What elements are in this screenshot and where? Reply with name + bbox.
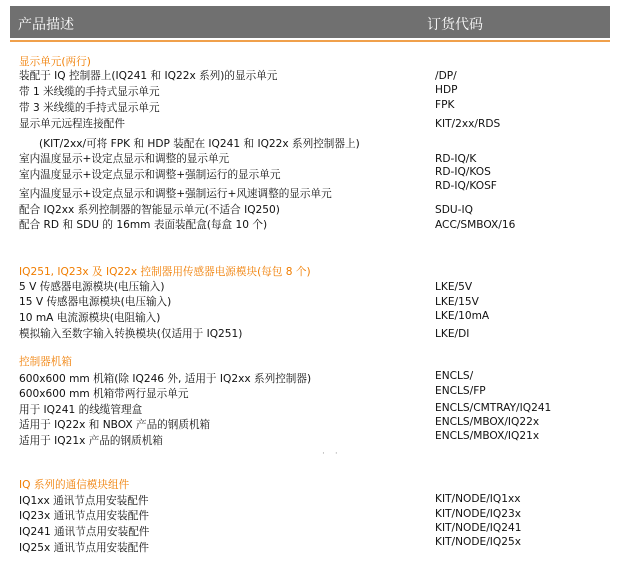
section-title-controller-enclosures: 控制器机箱 (19, 356, 72, 368)
order-code: RD-IQ/KOSF (435, 180, 497, 192)
order-code: ENCLS/FP (435, 385, 486, 397)
product-description: IQ23x 通讯节点用安装配件 (19, 510, 149, 522)
order-code: FPK (435, 99, 455, 111)
order-code: KIT/2xx/RDS (435, 118, 501, 130)
order-code: ENCLS/MBOX/IQ21x (435, 430, 540, 442)
order-code: KIT/NODE/IQ241 (435, 522, 522, 534)
order-code: SDU-IQ (435, 204, 473, 216)
order-code: RD-IQ/K (435, 153, 477, 165)
order-code: RD-IQ/KOS (435, 166, 491, 178)
product-description: IQ241 通讯节点用安装配件 (19, 526, 150, 538)
order-code-heading: 订货代码 (427, 17, 483, 33)
header-divider (10, 40, 610, 42)
order-code: LKE/DI (435, 328, 470, 340)
order-code: LKE/5V (435, 281, 473, 293)
order-code: ENCLS/MBOX/IQ22x (435, 416, 540, 428)
section-title-sensor-power-modules: IQ251, IQ23x 及 IQ22x 控制器用传感器电源模块(每包 8 个) (19, 266, 311, 278)
product-description: 配合 RD 和 SDU 的 16mm 表面装配盒(每盒 10 个) (19, 219, 268, 231)
product-description: 15 V 传感器电源模块(电压输入) (19, 296, 172, 308)
product-description: 显示单元远程连接配件 (19, 118, 125, 130)
product-note: (KIT/2xx/可将 FPK 和 HDP 装配在 IQ241 和 IQ22x 系列控制器上) (39, 138, 360, 150)
product-description: 模拟输入至数字输入转换模块(仅适用于 IQ251) (19, 328, 243, 340)
product-description: 600x600 mm 机箱带两行显示单元 (19, 388, 189, 400)
order-code: KIT/NODE/IQ25x (435, 536, 522, 548)
order-code: LKE/10mA (435, 310, 490, 322)
product-description-heading: 产品描述 (18, 17, 74, 33)
table-header (10, 6, 610, 38)
product-description: 装配于 IQ 控制器上(IQ241 和 IQ22x 系列)的显示单元 (19, 70, 278, 82)
order-code: LKE/15V (435, 296, 479, 308)
product-description: 5 V 传感器电源模块(电压输入) (19, 281, 165, 293)
separator-dots: ·· (322, 449, 348, 459)
order-code: ACC/SMBOX/16 (435, 219, 516, 231)
product-description: 带 3 米线缆的手持式显示单元 (19, 102, 160, 114)
order-code: HDP (435, 84, 458, 96)
section-title-communication-kits: IQ 系列的通信模块组件 (19, 479, 130, 491)
product-description: IQ25x 通讯节点用安装配件 (19, 542, 149, 554)
product-description: 适用于 IQ21x 产品的钢质机箱 (19, 435, 163, 447)
product-description: 适用于 IQ22x 和 NBOX 产品的钢质机箱 (19, 419, 211, 431)
product-description: 带 1 米线缆的手持式显示单元 (19, 86, 160, 98)
product-description: 室内温度显示+设定点显示和调整的显示单元 (19, 153, 230, 165)
order-code: ENCLS/ (435, 370, 474, 382)
product-description: 配合 IQ2xx 系列控制器的智能显示单元(不适合 IQ250) (19, 204, 280, 216)
product-description: IQ1xx 通讯节点用安装配件 (19, 495, 149, 507)
product-description: 用于 IQ241 的线缆管理盒 (19, 404, 143, 416)
order-code: ENCLS/CMTRAY/IQ241 (435, 402, 552, 414)
order-code: /DP/ (435, 70, 457, 82)
order-code: KIT/NODE/IQ23x (435, 508, 522, 520)
section-title-display-units: 显示单元(两行) (19, 56, 91, 68)
product-description: 10 mA 电流源模块(电阻输入) (19, 312, 161, 324)
product-description: 室内温度显示+设定点显示和调整+强制运行的显示单元 (19, 169, 281, 181)
product-description: 600x600 mm 机箱(除 IQ246 外, 适用于 IQ2xx 系列控制器) (19, 373, 312, 385)
product-description: 室内温度显示+设定点显示和调整+强制运行+风速调整的显示单元 (19, 188, 332, 200)
order-code: KIT/NODE/IQ1xx (435, 493, 521, 505)
